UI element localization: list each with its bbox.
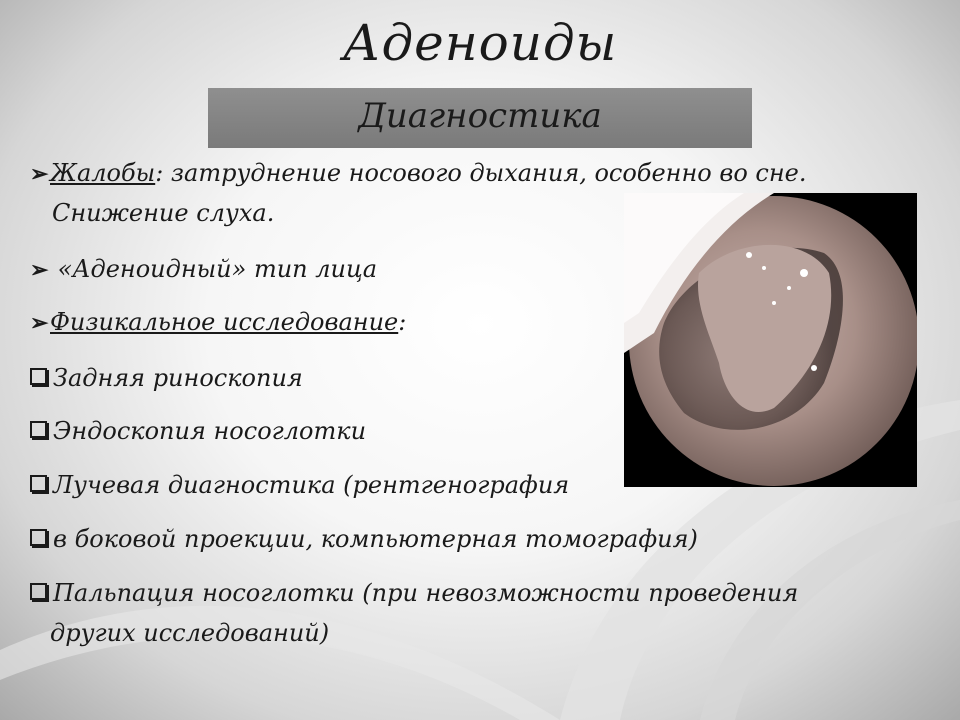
radiology-cont-text: в боковой проекции, компьютерная томография) [53,525,698,553]
checkbox-bullet-icon [30,583,47,600]
endoscopy-item [30,414,366,448]
checkbox-bullet-icon [30,421,47,438]
complaints-line2: Снижение слуха. [52,199,275,227]
palpation-text: Пальпация носоглотки (при невозможности проведения [53,579,799,607]
arrow-bullet-icon: ➢ [30,161,49,187]
checkbox-bullet-icon [30,368,47,385]
radiology-item [30,468,569,502]
radiology-text: Лучевая диагностика (рентгенография [53,471,570,499]
arrow-bullet-icon: ➢ [30,310,49,336]
complaints-item [30,156,806,191]
physical-label: Физикальное исследование [50,308,399,336]
radiology-cont-item [30,522,698,556]
checkbox-bullet-icon [30,529,47,546]
face-type-item [30,252,377,287]
arrow-bullet-icon: ➢ [30,257,49,283]
face-type-text: «Аденоидный» тип лица [50,255,378,283]
palpation-item [30,576,798,610]
rhinoscopy-text: Задняя риноскопия [53,364,303,392]
endoscopy-photo [624,193,917,487]
rhinoscopy-item [30,361,303,395]
physical-colon: : [398,308,407,336]
physical-item [30,305,406,340]
complaints-label: Жалобы [50,159,156,187]
slide-title: Аденоиды [342,14,618,72]
endoscopy-text: Эндоскопия носоглотки [53,417,367,445]
palpation-line2: других исследований) [50,619,330,647]
checkbox-bullet-icon [30,475,47,492]
slide-subtitle: Диагностика [358,96,602,136]
complaints-text: : затруднение носового дыхания, особенно во сне. [155,159,807,187]
